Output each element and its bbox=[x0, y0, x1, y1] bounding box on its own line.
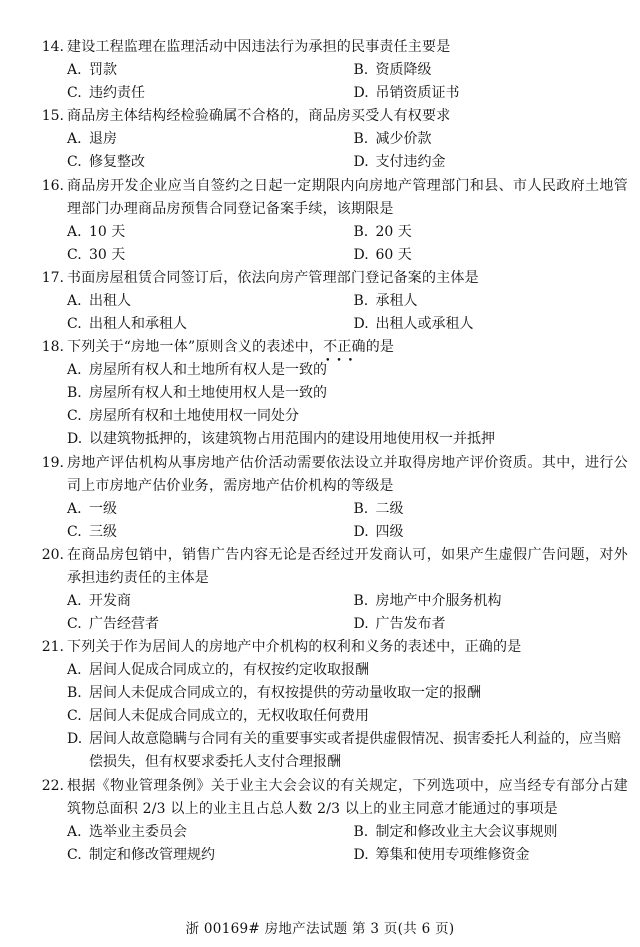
option-letter: B. bbox=[353, 593, 369, 609]
option-text: 以建筑物抵押的，该建筑物占用范围内的建设用地使用权一并抵押 bbox=[89, 431, 495, 447]
option-text: 居间人未促成合同成立的，无权收取任何费用 bbox=[89, 708, 369, 724]
option-text: 吊销资质证书 bbox=[375, 85, 460, 101]
stem-before: 下列关于“房地一体”原则含义的表述中， bbox=[67, 339, 324, 355]
question-text: 建设工程监理在监理活动中因违法行为承担的民事责任主要是 bbox=[67, 39, 451, 55]
option-letter: D. bbox=[353, 616, 369, 632]
question-number: 17. bbox=[41, 270, 64, 286]
option-letter: D. bbox=[353, 847, 369, 863]
option-d bbox=[348, 313, 629, 336]
option-letter: A. bbox=[67, 62, 82, 78]
option-b bbox=[348, 221, 629, 244]
question-21 bbox=[38, 636, 628, 774]
option-letter: A. bbox=[67, 662, 82, 678]
option-text: 60 天 bbox=[375, 247, 412, 263]
options bbox=[67, 659, 628, 774]
option-text: 房屋所有权和土地使用权一同处分 bbox=[89, 408, 299, 424]
option-b bbox=[67, 682, 628, 705]
option-text: 减少价款 bbox=[375, 131, 432, 147]
option-letter: B. bbox=[353, 824, 369, 840]
option-letter: C. bbox=[67, 316, 82, 332]
option-c bbox=[67, 705, 628, 728]
option-letter: D. bbox=[353, 524, 369, 540]
option-d bbox=[348, 151, 629, 174]
option-letter: B. bbox=[353, 224, 369, 240]
option-text: 一级 bbox=[89, 501, 117, 517]
option-d bbox=[348, 82, 629, 105]
option-text: 广告发布者 bbox=[375, 616, 446, 632]
option-text: 三级 bbox=[89, 524, 117, 540]
option-text: 房屋所有权人和土地所有权人是一致的 bbox=[89, 362, 327, 378]
question-number: 18. bbox=[41, 339, 64, 355]
question-14 bbox=[38, 36, 628, 105]
question-text: 商品房主体结构经检验确属不合格的，商品房买受人有权要求 bbox=[67, 108, 451, 124]
option-text: 居间人故意隐瞒与合同有关的重要事实或者提供虚假情况、损害委托人利益的，应当赔偿损失，但有权要求委托人支付合理报酬 bbox=[89, 731, 621, 770]
option-a bbox=[67, 221, 348, 244]
stem-after: 的是 bbox=[365, 339, 395, 355]
option-text: 居间人促成合同成立的，有权按约定收取报酬 bbox=[89, 662, 369, 678]
question-text bbox=[67, 336, 628, 359]
question-number: 15. bbox=[41, 108, 64, 124]
question-stem bbox=[38, 452, 628, 498]
question-stem bbox=[38, 544, 628, 590]
option-text: 二级 bbox=[375, 501, 404, 517]
option-text: 居间人未促成合同成立的，有权按提供的劳动量收取一定的报酬 bbox=[89, 685, 481, 701]
option-a bbox=[67, 821, 348, 844]
option-letter: A. bbox=[67, 593, 82, 609]
option-letter: D. bbox=[67, 731, 83, 747]
option-c bbox=[67, 151, 348, 174]
options bbox=[67, 59, 628, 105]
question-text: 在商品房包销中，销售广告内容无论是否经过开发商认可，如果产生虚假广告问题，对外承担违约责任的主体是 bbox=[67, 547, 628, 586]
option-d bbox=[67, 728, 628, 774]
question-stem bbox=[38, 336, 628, 359]
option-a bbox=[67, 290, 348, 313]
options bbox=[67, 498, 628, 544]
option-b bbox=[348, 821, 629, 844]
option-letter: A. bbox=[67, 362, 82, 378]
option-letter: B. bbox=[353, 62, 369, 78]
option-c bbox=[67, 844, 348, 867]
question-number: 19. bbox=[41, 455, 64, 471]
question-stem bbox=[38, 636, 628, 659]
option-d bbox=[348, 613, 629, 636]
option-a bbox=[67, 128, 348, 151]
option-text: 10 天 bbox=[89, 224, 126, 240]
option-letter: C. bbox=[67, 154, 82, 170]
question-text: 根据《物业管理条例》关于业主大会会议的有关规定，下列选项中，应当经专有部分占建筑物总面积 2/3 以上的业主且占总人数 2/3 以上的业主同意才能通过的事项是 bbox=[67, 778, 628, 817]
option-text: 出租人和承租人 bbox=[89, 316, 187, 332]
option-d bbox=[67, 428, 628, 451]
option-letter: B. bbox=[353, 293, 369, 309]
option-d bbox=[348, 521, 629, 544]
question-text: 书面房屋租赁合同签订后，依法向房产管理部门登记备案的主体是 bbox=[67, 270, 479, 286]
option-a bbox=[67, 590, 348, 613]
option-letter: A. bbox=[67, 824, 82, 840]
page-footer: 浙 00169# 房地产法试题 第 3 页(共 6 页) bbox=[185, 921, 455, 937]
option-letter: B. bbox=[353, 501, 369, 517]
option-text: 选举业主委员会 bbox=[89, 824, 187, 840]
option-text: 20 天 bbox=[375, 224, 412, 240]
option-text: 违约责任 bbox=[89, 85, 145, 101]
option-letter: C. bbox=[67, 85, 82, 101]
option-text: 出租人 bbox=[89, 293, 131, 309]
option-c bbox=[67, 82, 348, 105]
option-c bbox=[67, 405, 628, 428]
option-b bbox=[348, 290, 629, 313]
option-text: 修复整改 bbox=[89, 154, 145, 170]
question-stem bbox=[38, 775, 628, 821]
options bbox=[67, 590, 628, 636]
option-letter: B. bbox=[67, 685, 82, 701]
option-text: 广告经营者 bbox=[89, 616, 159, 632]
option-text: 制定和修改业主大会议事规则 bbox=[375, 824, 558, 840]
option-text: 开发商 bbox=[89, 593, 131, 609]
question-stem bbox=[38, 267, 628, 290]
option-letter: B. bbox=[353, 131, 369, 147]
option-c bbox=[67, 313, 348, 336]
question-number: 16. bbox=[41, 178, 64, 194]
option-c bbox=[67, 521, 348, 544]
option-letter: C. bbox=[67, 247, 82, 263]
question-text: 商品房开发企业应当自签约之日起一定期限内向房地产管理部门和县、市人民政府土地管理部门办理商品房预售合同登记备案手续，该期限是 bbox=[67, 178, 628, 217]
question-number: 21. bbox=[41, 639, 64, 655]
question-number: 14. bbox=[41, 39, 64, 55]
question-text: 房地产评估机构从事房地产估价活动需要依法设立并取得房地产评价资质。其中，进行公司上市房地产估价业务，需房地产估价机构的等级是 bbox=[67, 455, 628, 494]
option-letter: A. bbox=[67, 224, 82, 240]
question-15 bbox=[38, 105, 628, 174]
option-letter: C. bbox=[67, 524, 82, 540]
option-b bbox=[348, 590, 629, 613]
options bbox=[67, 821, 628, 867]
question-17 bbox=[38, 267, 628, 336]
option-text: 承租人 bbox=[375, 293, 418, 309]
option-b bbox=[348, 128, 629, 151]
option-a bbox=[67, 59, 348, 82]
question-text: 下列关于作为居间人的房地产中介机构的权利和义务的表述中，正确的是 bbox=[67, 639, 522, 655]
option-text: 筹集和使用专项维修资金 bbox=[375, 847, 530, 863]
option-text: 资质降级 bbox=[375, 62, 432, 78]
option-letter: D. bbox=[353, 85, 369, 101]
question-16 bbox=[38, 175, 628, 267]
option-c bbox=[67, 244, 348, 267]
option-b bbox=[67, 382, 628, 405]
option-text: 罚款 bbox=[89, 62, 117, 78]
option-letter: C. bbox=[67, 708, 82, 724]
option-text: 出租人或承租人 bbox=[375, 316, 474, 332]
question-22 bbox=[38, 775, 628, 867]
option-letter: C. bbox=[67, 847, 82, 863]
option-c bbox=[67, 613, 348, 636]
option-text: 房地产中介服务机构 bbox=[375, 593, 502, 609]
option-d bbox=[348, 244, 629, 267]
question-number: 20. bbox=[41, 547, 64, 563]
option-letter: A. bbox=[67, 293, 82, 309]
question-number: 22. bbox=[41, 778, 64, 794]
option-text: 支付违约金 bbox=[375, 154, 446, 170]
option-letter: D. bbox=[353, 247, 369, 263]
options bbox=[67, 128, 628, 174]
question-stem bbox=[38, 175, 628, 221]
option-d bbox=[348, 844, 629, 867]
question-19 bbox=[38, 452, 628, 544]
option-letter: D. bbox=[67, 431, 83, 447]
option-text: 制定和修改管理规约 bbox=[89, 847, 215, 863]
option-letter: A. bbox=[67, 131, 82, 147]
option-letter: D. bbox=[353, 154, 369, 170]
option-letter: C. bbox=[67, 408, 82, 424]
option-text: 退房 bbox=[89, 131, 117, 147]
question-18 bbox=[38, 336, 628, 451]
option-a bbox=[67, 498, 348, 521]
option-a bbox=[67, 659, 628, 682]
option-letter: D. bbox=[353, 316, 369, 332]
options bbox=[67, 221, 628, 267]
option-letter: B. bbox=[67, 385, 82, 401]
emphasis-not-correct: 不正确 ••• bbox=[323, 339, 366, 355]
option-b bbox=[348, 59, 629, 82]
question-stem bbox=[38, 36, 628, 59]
options bbox=[67, 290, 628, 336]
option-letter: A. bbox=[67, 501, 82, 517]
option-text: 30 天 bbox=[89, 247, 126, 263]
option-letter: C. bbox=[67, 616, 82, 632]
option-text: 房屋所有权人和土地使用权人是一致的 bbox=[89, 385, 327, 401]
question-20 bbox=[38, 544, 628, 636]
option-text: 四级 bbox=[375, 524, 404, 540]
option-b bbox=[348, 498, 629, 521]
question-stem bbox=[38, 105, 628, 128]
